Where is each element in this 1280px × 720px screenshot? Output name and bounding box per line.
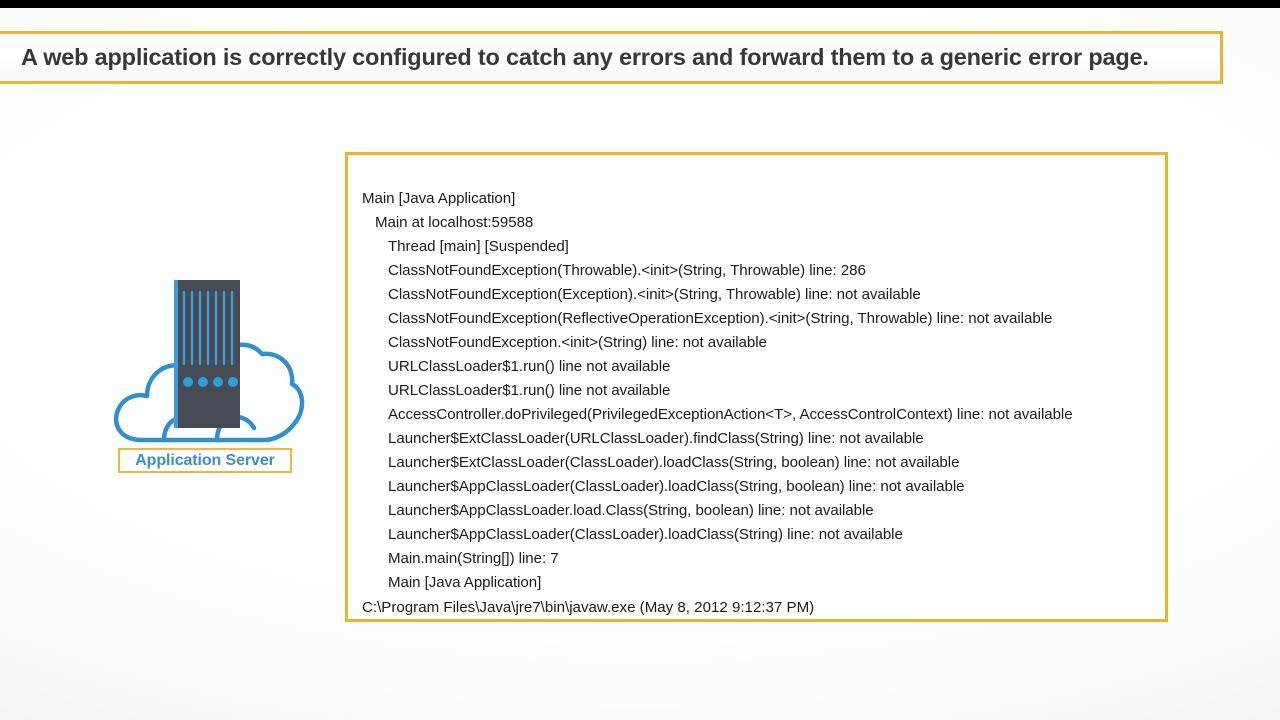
stack-trace-line: ClassNotFoundException(ReflectiveOperationException).<init>(String, Throwable) line: not available: [388, 310, 1053, 327]
stack-trace-line: ClassNotFoundException(Exception).<init>(String, Throwable) line: not available: [388, 286, 921, 303]
stack-trace-line: ClassNotFoundException(Throwable).<init>(String, Throwable) line: 286: [388, 262, 866, 279]
server-tower-edge-highlight: [174, 280, 178, 428]
stack-trace-line: URLClassLoader$1.run() line not available: [388, 382, 671, 399]
stack-trace-line: Launcher$ExtClassLoader(URLClassLoader).findClass(String) line: not available: [388, 430, 924, 447]
stack-trace-line-list: [358, 187, 1155, 595]
stack-trace-line: Launcher$AppClassLoader.load.Class(String, boolean) line: not available: [388, 502, 874, 519]
application-server-label-text: Application Server: [135, 451, 275, 469]
application-server-label-box: [118, 448, 292, 473]
stack-trace-line: URLClassLoader$1.run() line not available: [388, 358, 671, 375]
application-server-icon: [104, 272, 309, 477]
stack-trace-footer-path: C:\Program Files\Java\jre7\bin\javaw.exe (May 8, 2012 9:12:37 PM): [362, 599, 815, 616]
stack-trace-line: Thread [main] [Suspended]: [388, 238, 569, 255]
stack-trace-line: Main [Java Application]: [388, 574, 542, 591]
stack-trace-line: Launcher$ExtClassLoader(ClassLoader).loadClass(String, boolean) line: not available: [388, 454, 960, 471]
top-letterbox-bar: [0, 0, 1280, 8]
slide-title-text: A web application is correctly configured to catch any errors and forward them to a generic error page.: [21, 44, 1149, 70]
application-server-cloud-svg: [104, 272, 309, 477]
stack-trace-line: Main at localhost:59588: [375, 214, 534, 231]
stack-trace-line: Main.main(String[]) line: 7: [388, 550, 559, 567]
stack-trace-panel: [345, 152, 1168, 622]
stack-trace-line: Launcher$AppClassLoader(ClassLoader).loadClass(String) line: not available: [388, 526, 903, 543]
stack-trace-line: Main [Java Application]: [362, 190, 516, 207]
stack-trace-line: AccessController.doPrivileged(PrivilegedExceptionAction<T>, AccessControlContext) line: not available: [388, 406, 1073, 423]
stack-trace-line: ClassNotFoundException.<init>(String) line: not available: [388, 334, 767, 351]
stack-trace-line: Launcher$AppClassLoader(ClassLoader).loadClass(String, boolean) line: not available: [388, 478, 965, 495]
slide-title-banner: [0, 31, 1223, 84]
server-vent-lines: [184, 292, 232, 364]
